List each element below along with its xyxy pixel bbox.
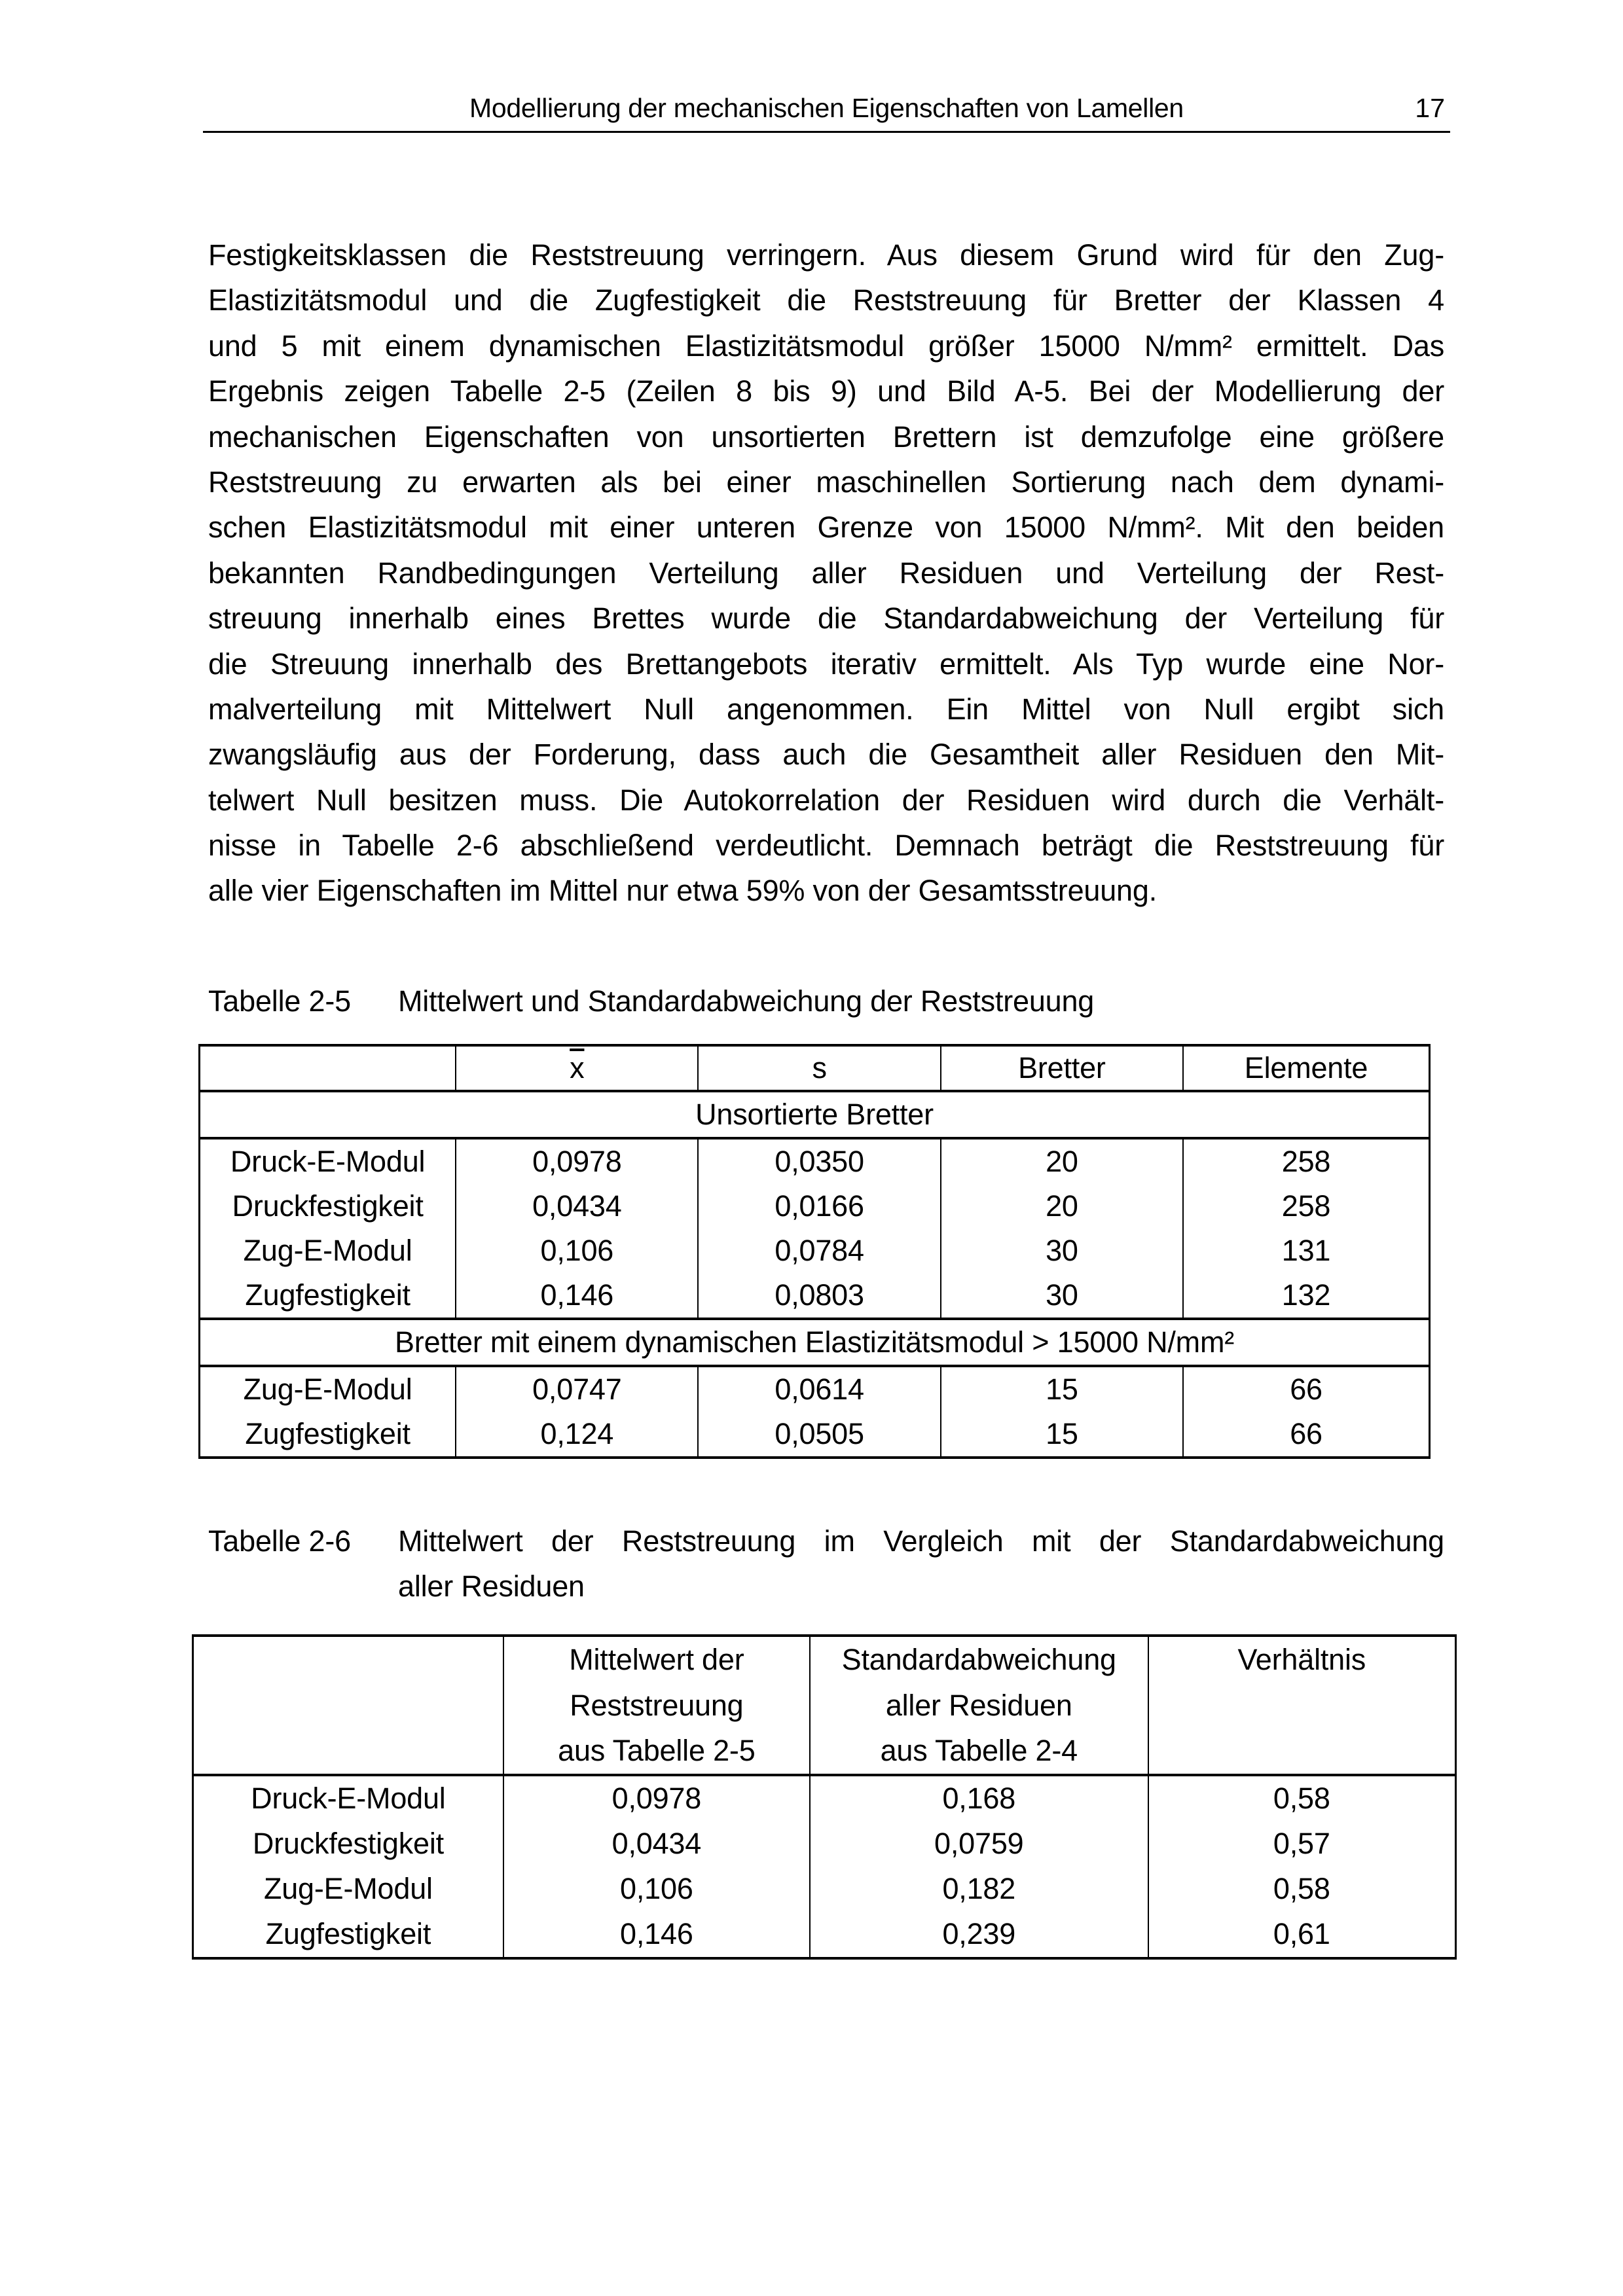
cell: 0,0759 <box>810 1821 1148 1867</box>
cell: 0,124 <box>456 1412 698 1458</box>
row-label: Druck-E-Modul <box>200 1138 456 1184</box>
row-label: Druck-E-Modul <box>193 1775 503 1821</box>
caption-text-line: aller Residuen <box>398 1570 585 1603</box>
cell: 0,58 <box>1148 1775 1456 1821</box>
caption-text: Mittelwert und Standardabweichung der Reststreuung <box>398 984 1095 1018</box>
text-line: Festigkeitsklassen die Reststreuung verringern. Aus diesem Grund wird für den Zug- <box>208 238 1444 272</box>
cell: 0,61 <box>1148 1912 1456 1958</box>
row-label: Zugfestigkeit <box>193 1912 503 1958</box>
table-row <box>200 1412 1430 1458</box>
cell: 0,168 <box>810 1775 1148 1821</box>
cell: 0,0978 <box>503 1775 810 1821</box>
text-line: telwert Null besitzen muss. Die Autokorrelation der Residuen wird durch die Verhält- <box>208 783 1444 817</box>
cell: 0,0434 <box>456 1184 698 1229</box>
cell: 258 <box>1183 1184 1429 1229</box>
row-label: Zug-E-Modul <box>200 1229 456 1273</box>
cell: 0,0747 <box>456 1366 698 1412</box>
cell: 0,182 <box>810 1867 1148 1912</box>
row-label: Zugfestigkeit <box>200 1273 456 1319</box>
cell: 0,0166 <box>698 1184 940 1229</box>
cell: 0,58 <box>1148 1867 1456 1912</box>
row-label: Zugfestigkeit <box>200 1412 456 1458</box>
table-row <box>193 1867 1456 1912</box>
text-line: Reststreuung zu erwarten als bei einer maschinellen Sortierung nach dem dynami- <box>208 465 1444 499</box>
text-line: Elastizitätsmodul und die Zugfestigkeit die Reststreuung für Bretter der Klassen 4 <box>208 283 1444 317</box>
row-label: Druckfestigkeit <box>193 1821 503 1867</box>
cell: 30 <box>941 1273 1183 1319</box>
cell: 15 <box>941 1412 1183 1458</box>
table-row <box>200 1138 1430 1184</box>
caption-label: Tabelle 2-6 <box>208 1524 351 1558</box>
row-label: Druckfestigkeit <box>200 1184 456 1229</box>
cell: 258 <box>1183 1138 1429 1184</box>
cell: 0,146 <box>456 1273 698 1319</box>
cell: 0,146 <box>503 1912 810 1958</box>
table-header-row <box>193 1636 1456 1775</box>
table-row <box>200 1229 1430 1273</box>
header-line: Mittelwert der <box>569 1643 744 1676</box>
column-header-ratio <box>1148 1636 1456 1775</box>
cell: 0,0505 <box>698 1412 940 1458</box>
cell: 0,0784 <box>698 1229 940 1273</box>
table-2-6-caption <box>208 1518 1446 1609</box>
cell: 0,0978 <box>456 1138 698 1184</box>
text-line: zwangsläufig aus der Forderung, dass auch die Gesamtheit aller Residuen den Mit- <box>208 738 1444 772</box>
table-row <box>193 1821 1456 1867</box>
column-header <box>200 1045 456 1091</box>
cell: 0,0434 <box>503 1821 810 1867</box>
column-header <box>193 1636 503 1775</box>
cell: 15 <box>941 1366 1183 1412</box>
cell: 0,106 <box>503 1867 810 1912</box>
text-line: nisse in Tabelle 2-6 abschließend verdeutlicht. Demnach beträgt die Reststreuung für <box>208 829 1444 863</box>
table-row <box>200 1366 1430 1412</box>
text-line: alle vier Eigenschaften im Mittel nur etwa 59% von der Gesamtsstreuung. <box>208 874 1158 908</box>
text-line: streuung innerhalb eines Brettes wurde die Standardabweichung der Verteilung für <box>208 601 1444 636</box>
table-2-5-caption <box>208 978 1094 1024</box>
body-paragraph <box>208 232 1444 914</box>
caption-label: Tabelle 2-5 <box>208 984 351 1018</box>
header-line: aller Residuen <box>885 1688 1072 1722</box>
table-row <box>200 1273 1430 1319</box>
group-header-row <box>200 1091 1430 1138</box>
cell: 0,0803 <box>698 1273 940 1319</box>
cell: 66 <box>1183 1366 1429 1412</box>
table-row <box>193 1775 1456 1821</box>
text-line: und 5 mit einem dynamischen Elastizitätsmodul größer 15000 N/mm² ermittelt. Das <box>208 329 1444 363</box>
cell: 30 <box>941 1229 1183 1273</box>
caption-text-line: Mittelwert der Reststreuung im Vergleich mit der Standardabweichung <box>398 1524 1444 1558</box>
cell: 0,0350 <box>698 1138 940 1184</box>
header-line: Verhältnis <box>1237 1643 1366 1676</box>
row-label: Zug-E-Modul <box>200 1366 456 1412</box>
column-header-std: s <box>698 1045 940 1091</box>
header-line: aus Tabelle 2-4 <box>880 1734 1078 1767</box>
column-header-elements: Elemente <box>1183 1045 1429 1091</box>
row-label: Zug-E-Modul <box>193 1867 503 1912</box>
cell: 0,106 <box>456 1229 698 1273</box>
cell: 20 <box>941 1138 1183 1184</box>
table-2-6 <box>192 1634 1457 1960</box>
cell: 132 <box>1183 1273 1429 1319</box>
text-line: bekannten Randbedingungen Verteilung aller Residuen und Verteilung der Rest- <box>208 556 1444 590</box>
header-line: aus Tabelle 2-5 <box>558 1734 756 1767</box>
group-header-row <box>200 1319 1430 1366</box>
text-line: schen Elastizitätsmodul mit einer unteren Grenze von 15000 N/mm². Mit den beiden <box>208 511 1444 545</box>
column-header-mean: $\overline{x}$ <box>456 1045 698 1091</box>
text-line: die Streuung innerhalb des Brettangebots iterativ ermittelt. Als Typ wurde eine Nor- <box>208 647 1444 681</box>
header-line: Reststreuung <box>570 1688 744 1722</box>
text-line: mechanischen Eigenschaften von unsortierten Brettern ist demzufolge eine größere <box>208 420 1444 454</box>
group-title: Unsortierte Bretter <box>200 1091 1430 1138</box>
header-line: Standardabweichung <box>841 1643 1116 1676</box>
cell: 0,0614 <box>698 1366 940 1412</box>
table-row <box>200 1184 1430 1229</box>
page-number: 17 <box>1415 93 1445 123</box>
text-line: malverteilung mit Mittelwert Null angenommen. Ein Mittel von Null ergibt sich <box>208 692 1444 726</box>
table-2-5 <box>198 1044 1431 1459</box>
group-title: Bretter mit einem dynamischen Elastizitätsmodul > 15000 N/mm² <box>200 1319 1430 1366</box>
column-header-mean <box>503 1636 810 1775</box>
cell: 0,57 <box>1148 1821 1456 1867</box>
cell: 131 <box>1183 1229 1429 1273</box>
running-header-title: Modellierung der mechanischen Eigenschaften von Lamellen <box>469 93 1184 123</box>
table-header-row <box>200 1045 1430 1091</box>
cell: 0,239 <box>810 1912 1148 1958</box>
table-row <box>193 1912 1456 1958</box>
column-header-std <box>810 1636 1148 1775</box>
text-line: Ergebnis zeigen Tabelle 2-5 (Zeilen 8 bis 9) und Bild A-5. Bei der Modellierung der <box>208 374 1444 408</box>
page-header <box>203 90 1450 133</box>
cell: 20 <box>941 1184 1183 1229</box>
column-header-boards: Bretter <box>941 1045 1183 1091</box>
cell: 66 <box>1183 1412 1429 1458</box>
